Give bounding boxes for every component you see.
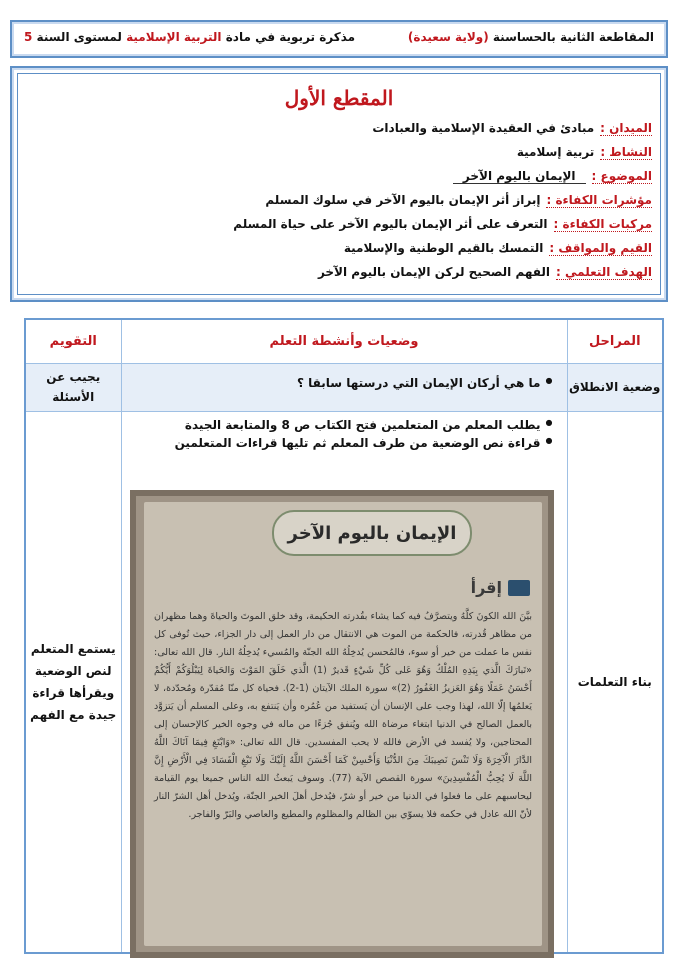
stage-learning: بناء التعلمات — [567, 411, 663, 953]
memo-label: مذكرة تربوية في مادة — [225, 30, 356, 44]
table-header-row — [25, 319, 663, 363]
textbook-page — [144, 502, 542, 946]
learning-step-1: ● يطلب المعلم من المتعلمين فتح الكتاب ص 8 والمتابعة الجيدة — [128, 418, 553, 432]
table-row — [25, 363, 663, 411]
subject-label: التربية الإسلامية — [126, 30, 222, 44]
district-label: المقاطعة الثانية بالحساسنة — [492, 30, 654, 44]
textbook-text: بيَّنَ الله الكونَ كلَّهُ ويتصرَّفُ فيه كما يشاء بقُدرته الحكيمة، وقد خلق الموتَ والحياةَ وهما مظهران من مظاهر قُدرته، فالحكمة من الموت هي الانتقال من دار العمل إلى دار الجزاء، حيث تُوفى كل نفس ما عملت من خير أو سوء، فالمُحسن يُدخِلُهُ الله الجنّة والمُسيء يُدخِلُهُ النار. قال الله تعالى: «تَبارَكَ الَّذي بِيَدِهِ المُلْكُ وَهُوَ عَلى كُلِّ شَيْءٍ قَديرٌ (1) الَّذي خَلَقَ المَوْتَ وَالحَياةَ لِيَبْلُوَكُمْ أَيُّكُمْ أَحْسَنُ عَمَلًا وَهُوَ العَزيزُ الغَفُورُ (2)» سورة الملك الآيتان (1-2). فحياة كل منّا مُقدّرة ومُحدّدة، لا يَعلمُها إلّا الله، لهذا وجب على الإنسان أن يَستفيد من عُمُره وأن يَنتفع به، وعلى المسلم أن يَتزوَّد بالعمل الصالح في الدنيا ابتغاء مرضاة الله ويُنفق جُزءًا من ماله في وجوه الخير كالإحسان إلى المحتاجين، ولا يُفسد في الأرض فالله لا يحب المفسدين. قال الله تعالى: «وَابْتَغِ فِيمَا آتَاكَ اللَّهُ الدَّارَ الْآخِرَةَ وَلَا تَنْسَ نَصِيبَكَ مِنَ الدُّنْيَا وَأَحْسِنْ كَمَا أَحْسَنَ اللَّهُ إِلَيْكَ وَلَا تَبْغِ الْفَسَادَ فِي الْأَرْضِ إِنَّ اللَّهَ لَا يُحِبُّ الْمُفْسِدِينَ» سورة القصص الآية (77). وسوف يَبعثُ الله الناس جميعا يوم القيامة ليحاسبهم على ما فعلوا في الدنيا من خير أو شرّ، فيُدخل أهلَ الخير الجنّة، ويُدخل أهل الشرّ النار لأنّ الله عادل في حكمه فلا يسوّي بين الظالم والمظلوم والمطيع والعاصي والبَرّ والفاجر. — [154, 611, 532, 820]
province-label: (ولاية سعيدة) — [407, 30, 489, 44]
info-row-values: القيم والمواقف : التمسك بالقيم الوطنية والإسلامية — [343, 240, 652, 255]
launch-question: ● ما هي أركان الإيمان التي درستها سابقا ؟ — [128, 376, 553, 390]
lesson-info-box — [10, 66, 668, 302]
eval-launch: يجيب عن الأسئلة — [25, 363, 121, 411]
lesson-banner: الإيمان باليوم الآخر — [272, 510, 472, 556]
district-info — [408, 30, 654, 44]
book-icon — [508, 580, 530, 596]
header-activities: وضعيات وأنشطة التعلم — [121, 319, 567, 363]
iqra-label: إقرأ — [470, 578, 502, 597]
info-row-activity: النشاط : تربية إسلامية — [516, 144, 652, 159]
textbook-photo — [130, 490, 554, 958]
header-stages: المراحل — [567, 319, 663, 363]
learning-step-2: ● قراءة نص الوضعية من طرف المعلم ثم تليها قراءات المتعلمين — [128, 436, 553, 450]
info-row-components: مركبات الكفاءة : التعرف على أثر الإيمان باليوم الآخر على حياة المسلم — [233, 216, 652, 231]
iqra-heading — [471, 578, 530, 597]
stage-launch: وضعية الانطلاق — [567, 363, 663, 411]
activity-launch — [121, 363, 567, 411]
info-row-topic: الموضوع : الإيمان باليوم الآخر — [26, 164, 652, 188]
header-box — [10, 20, 668, 58]
info-rows — [26, 116, 652, 284]
info-row-indicators: مؤشرات الكفاءة : إبراز أثر الإيمان باليوم الآخر في سلوك المسلم — [265, 192, 652, 207]
header-evaluation: التقويم — [25, 319, 121, 363]
eval-learning: يستمع المتعلم لنص الوضعية ويقرأها قراءة جيدة مع الفهم — [25, 411, 121, 953]
info-row-domain: الميدان : مبادئ في العقيدة الإسلامية والعبادات — [372, 120, 652, 135]
level-label: لمستوى السنة — [36, 30, 122, 44]
info-row-objective: الهدف التعلمي : الفهم الصحيح لركن الإيمان باليوم الآخر — [317, 264, 652, 279]
year-label: 5 — [24, 30, 33, 44]
section-title: المقطع الأول — [284, 86, 394, 110]
memo-info — [24, 30, 355, 44]
